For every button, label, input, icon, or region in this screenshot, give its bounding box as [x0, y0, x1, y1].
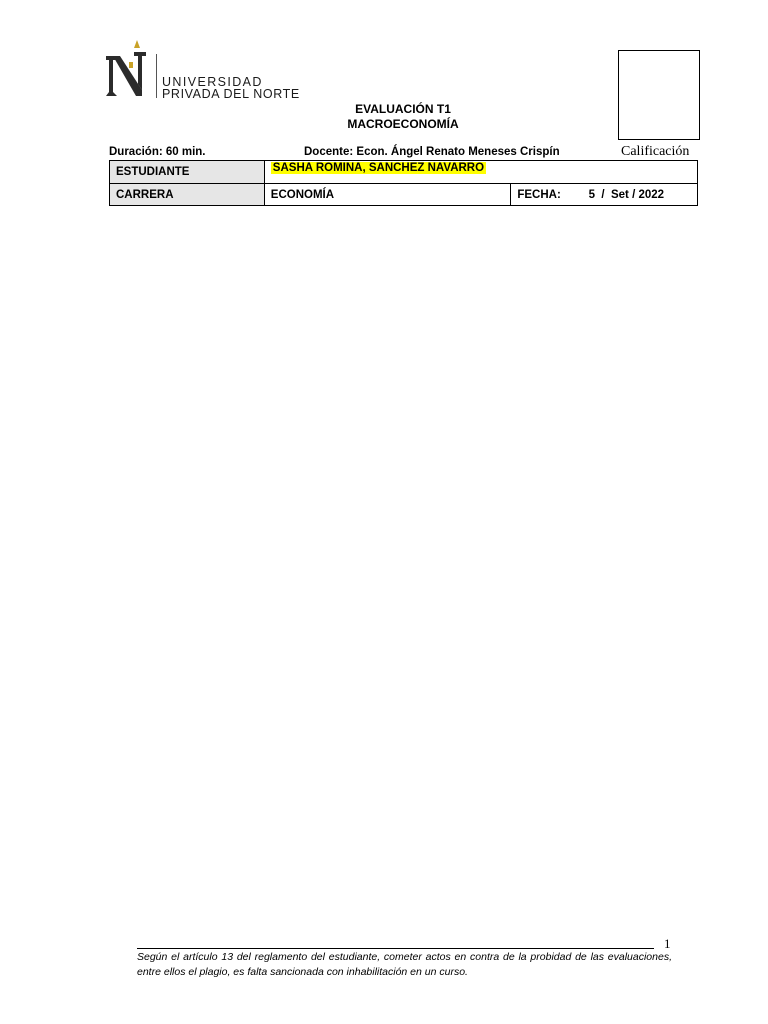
date-value: 5 / Set / 2022 [579, 184, 698, 206]
logo-divider [156, 54, 157, 98]
student-row [110, 161, 698, 184]
student-name: SASHA ROMINA, SANCHEZ NAVARRO [272, 162, 485, 174]
page-number: 1 [664, 936, 671, 951]
student-value-cell [264, 161, 697, 184]
career-label: CARRERA [110, 184, 265, 206]
logo-line-1: UNIVERSIDAD [162, 75, 263, 89]
student-label: ESTUDIANTE [110, 161, 265, 184]
career-value: ECONOMÍA [264, 184, 511, 206]
duration-text: Duración: 60 min. [109, 146, 206, 158]
upn-logo-icon [104, 40, 150, 100]
exam-title: EVALUACIÓN T1 [355, 102, 451, 116]
logo-line-2: PRIVADA DEL NORTE [162, 87, 300, 101]
teacher-text: Docente: Econ. Ángel Renato Meneses Crispín [304, 146, 560, 158]
grade-label: Calificación [621, 144, 690, 159]
date-label: FECHA: [511, 184, 579, 206]
career-row [110, 184, 698, 206]
grade-box [618, 50, 700, 140]
footer-divider [137, 948, 654, 949]
student-info-table [109, 160, 698, 206]
course-title: MACROECONOMÍA [347, 117, 459, 131]
university-logo [104, 40, 314, 102]
footer-note: Según el artículo 13 del reglamento del estudiante, cometer actos en contra de la probidad de las evaluaciones, entre ellos el plagio, es falta sancionada con inhabilitación en un curso. [137, 951, 672, 978]
logo-wordmark [162, 76, 300, 100]
